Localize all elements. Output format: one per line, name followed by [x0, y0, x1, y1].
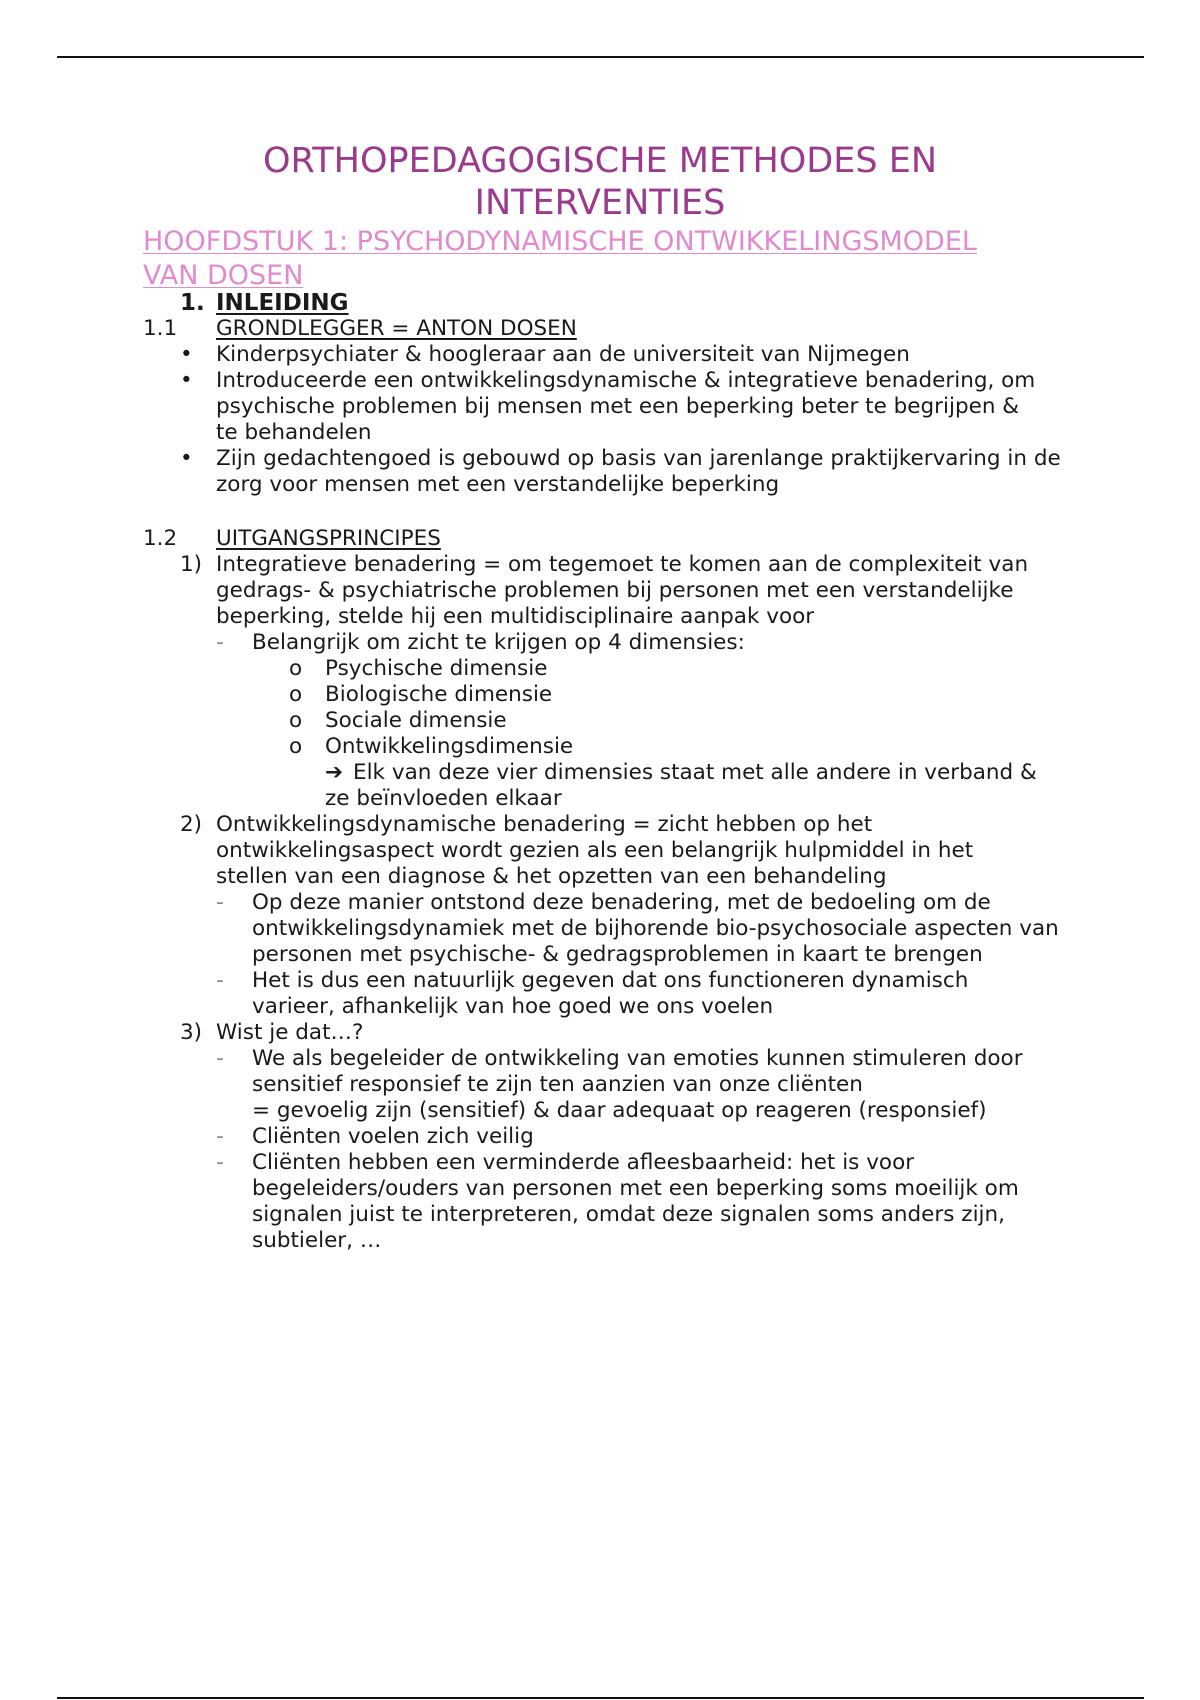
dash-icon: -	[216, 968, 224, 993]
arrow-note: ➔ Elk van deze vier dimensies staat met alle andere in verband & ze beïnvloeden elkaar	[325, 760, 1037, 811]
numbered-item: 2) Ontwikkelingsdynamische benadering = zicht hebben op het ontwikkelingsaspect wordt gezien als een belangrijk hulpmiddel in het stellen van een diagnose & het opzetten van een behandeling	[180, 812, 974, 889]
numbered-item: 3) Wist je dat…?	[180, 1020, 364, 1045]
header-rule	[57, 56, 1144, 58]
circle-item: o Biologische dimensie	[289, 682, 553, 707]
dash-item: - Cliënten hebben een verminderde afleesbaarheid: het is voor begeleiders/ouders van personen met een beperking soms moeilijk om signalen juist te interpreteren, omdat deze signalen soms anders zijn, subtieler, …	[216, 1150, 1019, 1253]
section-heading: 1. INLEIDING	[180, 290, 349, 316]
circle-bullet-icon: o	[289, 682, 303, 707]
dash-item: - Cliënten voelen zich veilig	[216, 1124, 534, 1149]
chapter-heading: HOOFDSTUK 1: PSYCHODYNAMISCHE ONTWIKKELINGSMODEL VAN DOSEN	[143, 226, 977, 291]
circle-item: o Sociale dimensie	[289, 708, 507, 733]
dash-icon: -	[216, 1046, 224, 1071]
dash-icon: -	[216, 1124, 224, 1149]
bullet-icon: •	[180, 368, 193, 393]
circle-bullet-icon: o	[289, 656, 303, 681]
circle-item: o Ontwikkelingsdimensie	[289, 734, 574, 759]
circle-item: o Psychische dimensie	[289, 656, 548, 681]
bullet-icon: •	[180, 446, 193, 471]
list-item: • Zijn gedachtengoed is gebouwd op basis van jarenlange praktijkervaring in de zorg voor mensen met een verstandelijke beperking	[180, 446, 1061, 497]
document-title: ORTHOPEDAGOGISCHE METHODES EN INTERVENTIES	[262, 141, 938, 223]
bullet-icon: •	[180, 342, 193, 367]
subsection-heading: 1.2 UITGANGSPRINCIPES	[143, 526, 441, 551]
dash-icon: -	[216, 1150, 224, 1175]
dash-item: - Op deze manier ontstond deze benadering, met de bedoeling om de ontwikkelingsdynamiek met de bijhorende bio-psychosociale aspecten van personen met psychische- & gedragsproblemen in kaart te brengen	[216, 890, 1059, 967]
dash-item: - Belangrijk om zicht te krijgen op 4 dimensies:	[216, 630, 745, 655]
circle-bullet-icon: o	[289, 708, 303, 733]
list-item: • Introduceerde een ontwikkelingsdynamische & integratieve benadering, om psychische problemen bij mensen met een beperking beter te begrijpen & te behandelen	[180, 368, 1036, 445]
dash-item: - We als begeleider de ontwikkeling van emoties kunnen stimuleren door sensitief responsief te zijn ten aanzien van onze cliënten = gevoelig zijn (sensitief) & daar adequaat op reageren (responsief)	[216, 1046, 1023, 1123]
numbered-item: 1) Integratieve benadering = om tegemoet te komen aan de complexiteit van gedrags- & psychiatrische problemen bij personen met een verstandelijke beperking, stelde hij een multidisciplinaire aanpak voor	[180, 552, 1029, 629]
subsection-heading: 1.1 GRONDLEGGER = ANTON DOSEN	[143, 316, 577, 341]
dash-item: - Het is dus een natuurlijk gegeven dat ons functioneren dynamisch varieer, afhankelijk van hoe goed we ons voelen	[216, 968, 969, 1019]
arrow-right-icon: ➔	[325, 760, 344, 785]
circle-bullet-icon: o	[289, 734, 303, 759]
dash-icon: -	[216, 630, 224, 655]
document-body	[0, 290, 1200, 1254]
dash-icon: -	[216, 890, 224, 915]
footer-rule	[57, 1697, 1144, 1699]
list-item: • Kinderpsychiater & hoogleraar aan de universiteit van Nijmegen	[180, 342, 910, 367]
